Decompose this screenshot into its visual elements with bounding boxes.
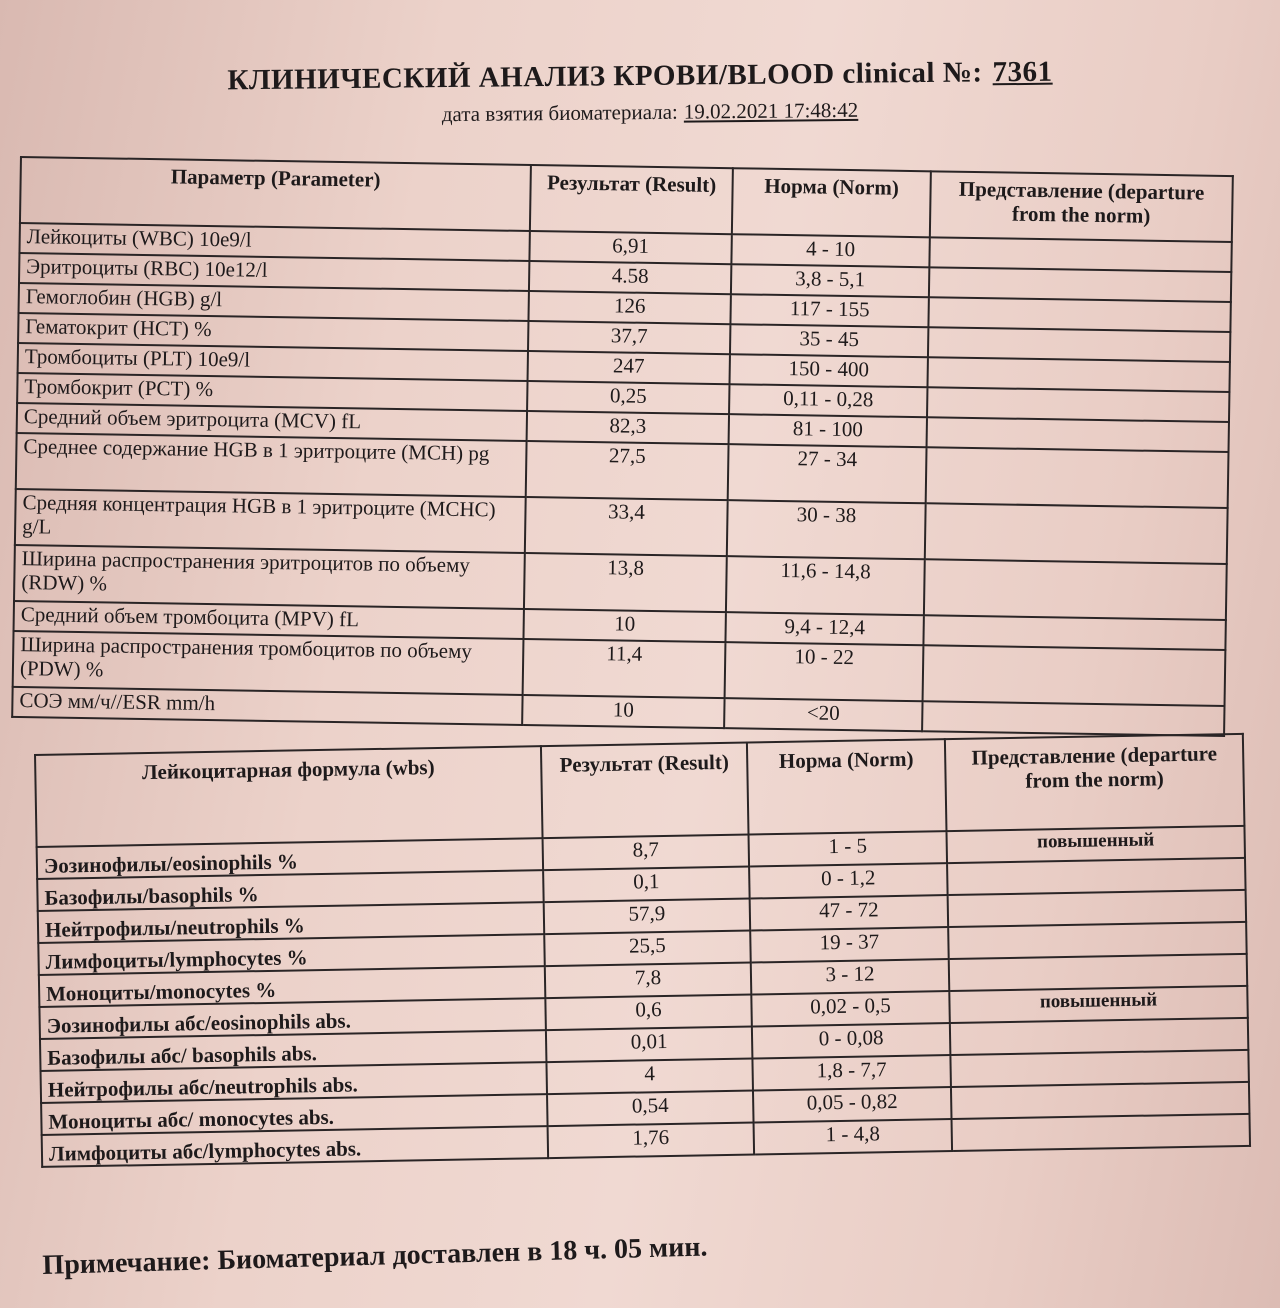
leukocyte-formula-table <box>34 733 1251 1168</box>
param-result: 57,9 <box>544 899 751 935</box>
col-header-parameter: Параметр (Parameter) <box>20 157 531 231</box>
param-name: Средний объем эритроцита (MCV) fL <box>17 403 527 441</box>
param-norm: 10 - 22 <box>725 642 924 701</box>
param-departure <box>950 1050 1249 1087</box>
param-name: Ширина распространения эритроцитов по объему (RDW) % <box>14 545 525 609</box>
col-header-norm: Норма (Norm) <box>747 739 947 834</box>
param-departure <box>951 1082 1250 1119</box>
blood-parameters-table <box>11 156 1234 737</box>
param-name: Гематокрит (HCT) % <box>18 313 528 351</box>
param-result: 0,25 <box>527 381 729 414</box>
param-departure <box>929 267 1231 302</box>
param-norm: 0,02 - 0,5 <box>751 991 950 1026</box>
param-result: 33,4 <box>525 497 728 556</box>
param-name: Лимфоциты/lymphocytes % <box>38 934 544 975</box>
param-departure <box>948 922 1247 959</box>
param-departure <box>950 1018 1249 1055</box>
param-norm: 47 - 72 <box>750 895 949 930</box>
param-result: 247 <box>528 351 730 384</box>
param-departure <box>923 615 1225 650</box>
param-result: 10 <box>523 609 725 642</box>
param-result: 6,91 <box>529 231 731 264</box>
param-norm: 30 - 38 <box>727 500 926 559</box>
param-result: 4.58 <box>529 261 731 294</box>
report-title <box>0 53 1280 99</box>
param-result: 8,7 <box>543 835 750 871</box>
param-norm: 81 - 100 <box>729 414 927 447</box>
param-departure <box>952 1114 1251 1151</box>
col-header-parameter: Лейкоцитарная формула (wbs) <box>35 746 543 847</box>
param-result: 7,8 <box>545 963 752 999</box>
param-name: Среднее содержание HGB в 1 эритроците (MCH) pg <box>16 433 527 497</box>
param-norm: 1,8 - 7,7 <box>752 1055 951 1090</box>
param-name: Лейкоциты (WBC) 10e9/l <box>19 223 529 261</box>
param-result: 0,01 <box>546 1027 753 1063</box>
col-header-departure: Представление (departure from the norm) <box>945 734 1245 831</box>
delivery-note: Примечание: Биоматериал доставлен в 18 ч. 05 мин. <box>42 1231 708 1281</box>
param-norm: 0 - 0,08 <box>752 1023 951 1058</box>
param-norm: 19 - 37 <box>750 927 949 962</box>
col-header-result: Результат (Result) <box>541 743 749 839</box>
param-result: 0,1 <box>543 867 750 903</box>
param-result: 25,5 <box>544 931 751 967</box>
param-name: Эритроциты (RBC) 10e12/l <box>19 253 529 291</box>
param-result: 13,8 <box>524 553 727 612</box>
col-header-norm: Норма (Norm) <box>732 168 931 237</box>
param-norm: 1 - 5 <box>749 831 948 866</box>
col-header-departure: Представление (departure from the norm) <box>930 171 1233 242</box>
param-norm: <20 <box>724 698 922 731</box>
param-norm: 150 - 400 <box>730 354 928 387</box>
param-departure <box>927 357 1229 392</box>
param-result: 10 <box>522 695 724 728</box>
param-departure <box>928 297 1230 332</box>
param-departure <box>928 327 1230 362</box>
param-name: Базофилы абс/ basophils abs. <box>40 1030 546 1071</box>
param-departure <box>949 954 1248 991</box>
param-departure <box>923 645 1226 706</box>
param-name: Моноциты/monocytes % <box>39 966 545 1007</box>
param-name: Моноциты абс/ monocytes abs. <box>41 1094 547 1135</box>
param-departure <box>947 858 1246 895</box>
param-result: 37,7 <box>528 321 730 354</box>
param-name: Лимфоциты абс/lymphocytes abs. <box>42 1126 548 1167</box>
param-name: Эозинофилы абс/eosinophils abs. <box>39 998 545 1039</box>
param-norm: 0,11 - 0,28 <box>729 384 927 417</box>
param-name: Эозинофилы/eosinophils % <box>37 838 543 879</box>
param-departure <box>925 503 1228 564</box>
sample-date-value: 19.02.2021 17:48:42 <box>683 97 859 124</box>
param-departure <box>927 417 1229 452</box>
param-norm: 3,8 - 5,1 <box>731 264 929 297</box>
param-name: СОЭ мм/ч//ESR mm/h <box>12 687 522 725</box>
param-norm: 11,6 - 14,8 <box>726 556 925 615</box>
param-result: 4 <box>546 1059 753 1095</box>
param-result: 126 <box>528 291 730 324</box>
param-norm: 27 - 34 <box>728 444 927 503</box>
param-norm: 9,4 - 12,4 <box>725 612 923 645</box>
param-departure: повышенный <box>946 826 1245 863</box>
param-result: 0,6 <box>545 995 752 1031</box>
param-name: Средняя концентрация HGB в 1 эритроците (MCHC) g/L <box>15 489 526 553</box>
param-departure <box>926 447 1229 508</box>
param-norm: 117 - 155 <box>730 294 928 327</box>
param-name: Нейтрофилы/neutrophils % <box>38 902 544 943</box>
sample-date-label: дата взятия биоматериала: <box>441 99 678 127</box>
param-name: Тромбокрит (PCT) % <box>17 373 527 411</box>
param-departure <box>924 559 1227 620</box>
param-norm: 35 - 45 <box>730 324 928 357</box>
param-departure <box>927 387 1229 422</box>
param-norm: 3 - 12 <box>751 959 950 994</box>
param-result: 1,76 <box>548 1122 755 1158</box>
param-name: Ширина распространения тромбоцитов по объему (PDW) % <box>13 631 524 695</box>
param-norm: 0,05 - 0,82 <box>753 1087 952 1122</box>
param-norm: 4 - 10 <box>731 234 929 267</box>
param-norm: 1 - 4,8 <box>754 1119 953 1154</box>
param-departure <box>929 237 1231 272</box>
report-title-text: КЛИНИЧЕСКИЙ АНАЛИЗ КРОВИ/BLOOD clinical №: <box>227 56 983 97</box>
param-name: Тромбоциты (PLT) 10e9/l <box>18 343 528 381</box>
col-header-result: Результат (Result) <box>530 165 733 234</box>
param-departure <box>948 890 1247 927</box>
param-result: 27,5 <box>526 441 729 500</box>
param-name: Гемоглобин (HGB) g/l <box>19 283 529 321</box>
param-departure <box>922 701 1224 736</box>
param-name: Нейтрофилы абс/neutrophils abs. <box>41 1062 547 1103</box>
sample-date-line <box>0 93 1280 132</box>
report-number: 7361 <box>992 55 1053 89</box>
param-departure: повышенный <box>949 986 1248 1023</box>
param-norm: 0 - 1,2 <box>749 863 948 898</box>
param-result: 0,54 <box>547 1091 754 1127</box>
param-name: Средний объем тромбоцита (MPV) fL <box>14 601 524 639</box>
param-name: Базофилы/basophils % <box>37 870 543 911</box>
param-result: 82,3 <box>527 411 729 444</box>
param-result: 11,4 <box>523 639 726 698</box>
